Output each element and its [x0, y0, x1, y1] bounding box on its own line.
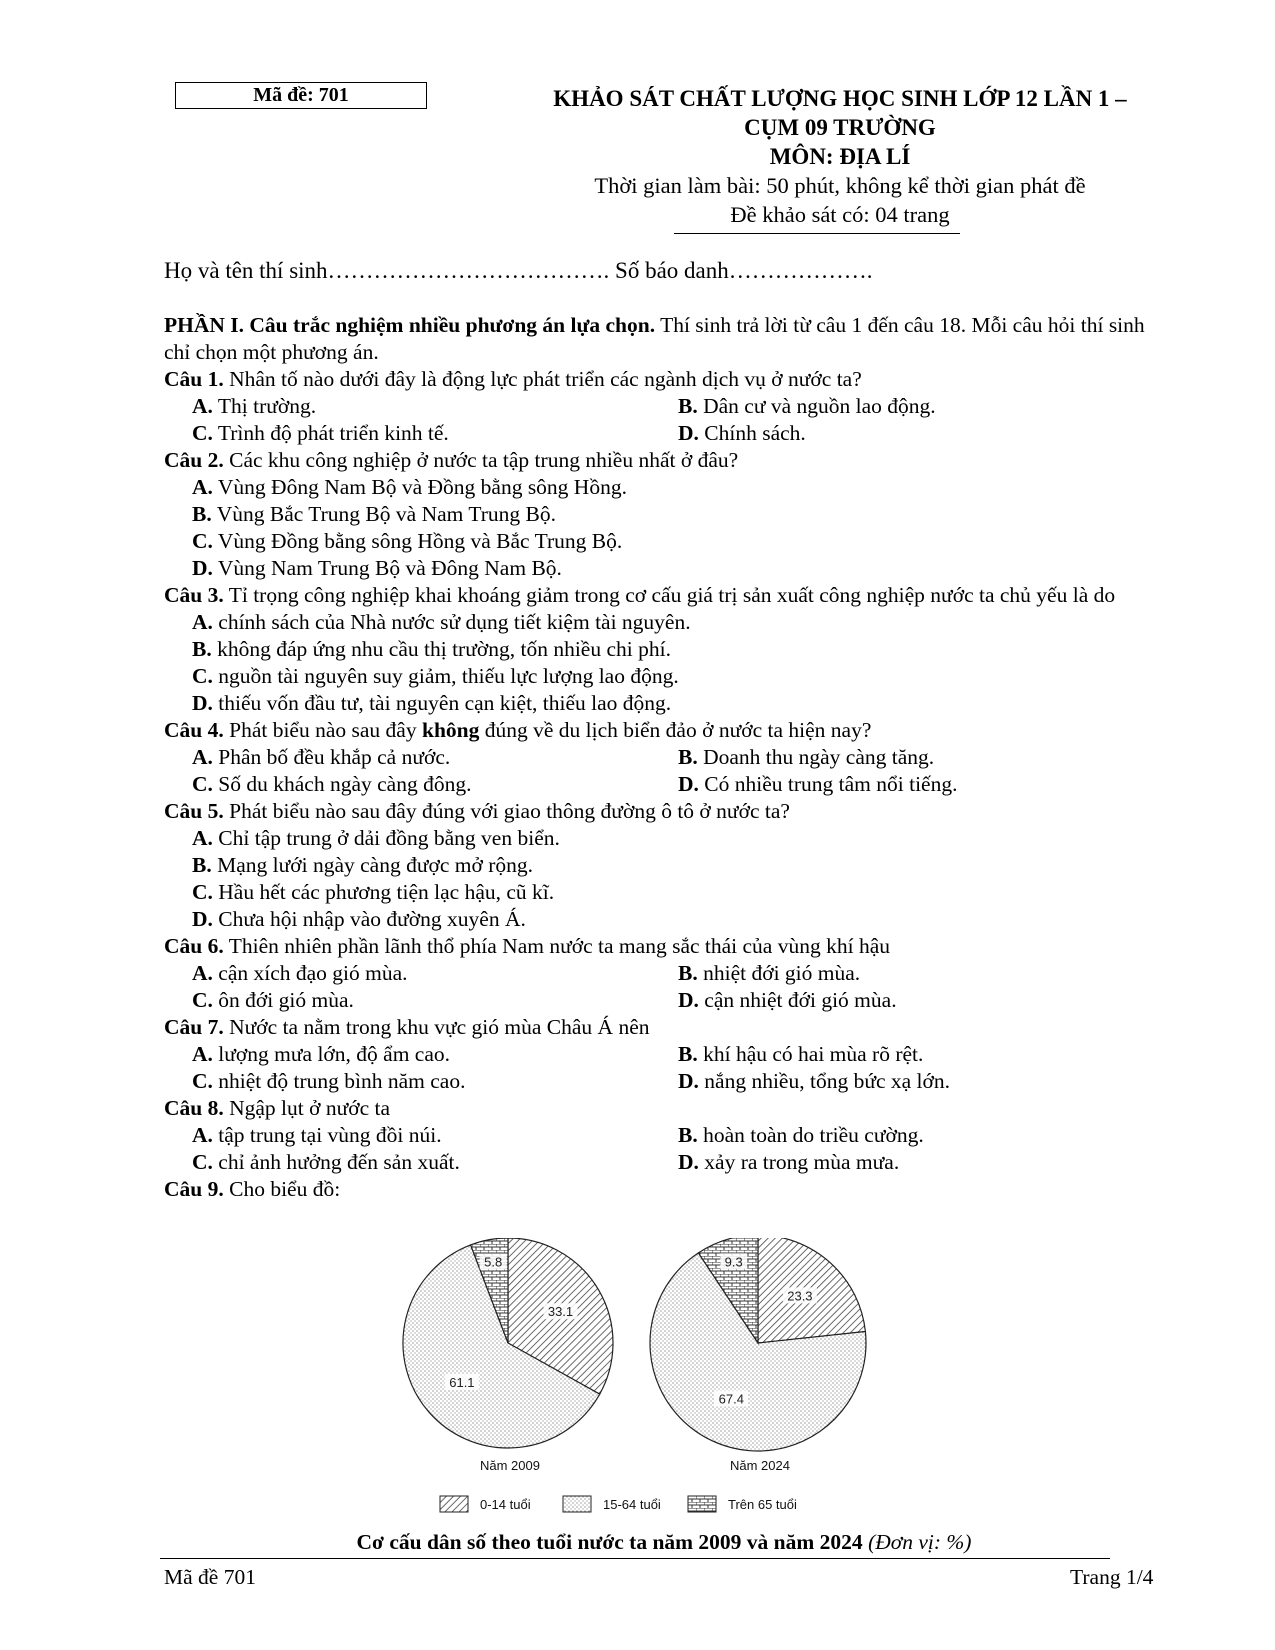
chart-title: Cơ cấu dân số theo tuổi nước ta năm 2009 và năm 2024 [356, 1530, 863, 1554]
exam-title-line1: KHẢO SÁT CHẤT LƯỢNG HỌC SINH LỚP 12 LẦN 1 – [553, 86, 1127, 111]
footer-page-number: Trang 1/4 [1070, 1565, 1154, 1589]
q3-option-c: C. nguồn tài nguyên suy giảm, thiếu lực lượng lao động. [192, 664, 679, 688]
age-structure-pie-charts [400, 1238, 960, 1528]
question-4: Câu 4. Phát biểu nào sau đây không đúng về du lịch biển đảo ở nước ta hiện nay? [164, 718, 872, 742]
subject-title: MÔN: ĐỊA LÍ [769, 144, 911, 169]
part1-heading: PHẦN I. Câu trắc nghiệm nhiều phương án lựa chọn. [164, 313, 656, 337]
q3-option-d: D. thiếu vốn đầu tư, tài nguyên cạn kiệt, thiếu lao động. [192, 691, 672, 715]
question-content [164, 312, 1164, 1203]
q4-options-cd: C. Số du khách ngày càng đông. D. Có nhiều trung tâm nổi tiếng. [192, 772, 958, 796]
time-info: Thời gian làm bài: 50 phút, không kể thời gian phát đề [594, 173, 1086, 198]
pie-year-label-0: Năm 2009 [480, 1458, 540, 1473]
q3-option-b: B. không đáp ứng nhu cầu thị trường, tốn nhiều chi phí. [192, 637, 671, 661]
q4-options-ab: A. Phân bố đều khắp cả nước. B. Doanh thu ngày càng tăng. [192, 745, 935, 769]
legend-label-1: 15-64 tuổi [603, 1497, 661, 1512]
question-7: Câu 7. Nước ta nằm trong khu vực gió mùa Châu Á nên [164, 1015, 650, 1039]
q5-option-c: C. Hầu hết các phương tiện lạc hậu, cũ kĩ. [192, 880, 555, 904]
q1-options-cd: C. Trình độ phát triển kinh tế. D. Chính sách. [192, 421, 806, 445]
legend-swatch-0 [440, 1496, 468, 1512]
q8-options-cd: C. chỉ ảnh hưởng đến sản xuất. D. xảy ra trong mùa mưa. [192, 1150, 900, 1174]
pie-value-label-1-0: 23.3 [787, 1288, 813, 1304]
pie-value-label-0-2: 5.8 [484, 1254, 503, 1270]
pie-value-label-0-0: 33.1 [547, 1304, 574, 1320]
legend-swatch-1 [563, 1496, 591, 1512]
question-2: Câu 2. Các khu công nghiệp ở nước ta tập trung nhiều nhất ở đâu? [164, 448, 739, 472]
footer-exam-code: Mã đề 701 [164, 1565, 256, 1589]
exam-title-line2: CỤM 09 TRƯỜNG [744, 115, 936, 140]
q7-options-ab: A. lượng mưa lớn, độ ẩm cao. B. khí hậu có hai mùa rõ rệt. [192, 1042, 924, 1066]
question-5: Câu 5. Phát biểu nào sau đây đúng với giao thông đường ô tô ở nước ta? [164, 799, 790, 823]
chart-caption [164, 1530, 1164, 1555]
pie-value-label-0-1: 61.1 [449, 1374, 475, 1390]
page-count: Đề khảo sát có: 04 trang [730, 202, 950, 227]
question-8: Câu 8. Ngập lụt ở nước ta [164, 1096, 391, 1120]
student-info-line: Họ và tên thí sinh………………………………. Số báo danh………………. [164, 258, 873, 283]
q1-options-ab: A. Thị trường. B. Dân cư và nguồn lao động. [192, 394, 936, 418]
q2-option-d: D. Vùng Nam Trung Bộ và Đông Nam Bộ. [192, 556, 562, 580]
q2-option-c: C. Vùng Đồng bằng sông Hồng và Bắc Trung Bộ. [192, 529, 623, 553]
q6-options-ab: A. cận xích đạo gió mùa. B. nhiệt đới gió mùa. [192, 961, 861, 985]
title-block [470, 84, 1210, 229]
pie-value-label-1-2: 9.3 [724, 1254, 743, 1270]
question-3: Câu 3. Tỉ trọng công nghiệp khai khoáng giảm trong cơ cấu giá trị sản xuất công nghiệp nước ta chủ yếu là do [164, 583, 1116, 607]
pie-value-label-1-1: 67.4 [718, 1391, 744, 1407]
q8-options-ab: A. tập trung tại vùng đồi núi. B. hoàn toàn do triều cường. [192, 1123, 924, 1147]
q7-options-cd: C. nhiệt độ trung bình năm cao. D. nắng nhiều, tổng bức xạ lớn. [192, 1069, 951, 1093]
title-underline [674, 233, 960, 234]
q5-option-a: A. Chỉ tập trung ở dải đồng bằng ven biển. [192, 826, 560, 850]
footer-divider [160, 1558, 1110, 1559]
q6-options-cd: C. ôn đới gió mùa. D. cận nhiệt đới gió mùa. [192, 988, 897, 1012]
q5-option-d: D. Chưa hội nhập vào đường xuyên Á. [192, 907, 526, 931]
part1-text: Thí sinh trả lời từ câu 1 đến câu 18. Mỗi câu hỏi thí sinh chỉ chọn một phương án. [164, 313, 1145, 364]
q3-option-a: A. chính sách của Nhà nước sử dụng tiết kiệm tài nguyên. [192, 610, 691, 634]
question-9: Câu 9. Cho biểu đồ: [164, 1177, 341, 1201]
legend-swatch-2 [688, 1496, 716, 1512]
question-6: Câu 6. Thiên nhiên phần lãnh thổ phía Nam nước ta mang sắc thái của vùng khí hậu [164, 934, 890, 958]
q2-option-b: B. Vùng Bắc Trung Bộ và Nam Trung Bộ. [192, 502, 556, 526]
exam-code-box: Mã đề: 701 [175, 82, 427, 109]
q5-option-b: B. Mạng lưới ngày càng được mở rộng. [192, 853, 534, 877]
part1-instruction [164, 312, 1164, 366]
question-1: Câu 1. Nhân tố nào dưới đây là động lực phát triển các ngành dịch vụ ở nước ta? [164, 367, 862, 391]
legend-label-2: Trên 65 tuổi [728, 1497, 797, 1512]
pie-year-label-1: Năm 2024 [730, 1458, 790, 1473]
chart-unit: (Đơn vị: %) [868, 1530, 972, 1554]
legend-label-0: 0-14 tuổi [480, 1497, 531, 1512]
q2-option-a: A. Vùng Đông Nam Bộ và Đồng bằng sông Hồng. [192, 475, 627, 499]
